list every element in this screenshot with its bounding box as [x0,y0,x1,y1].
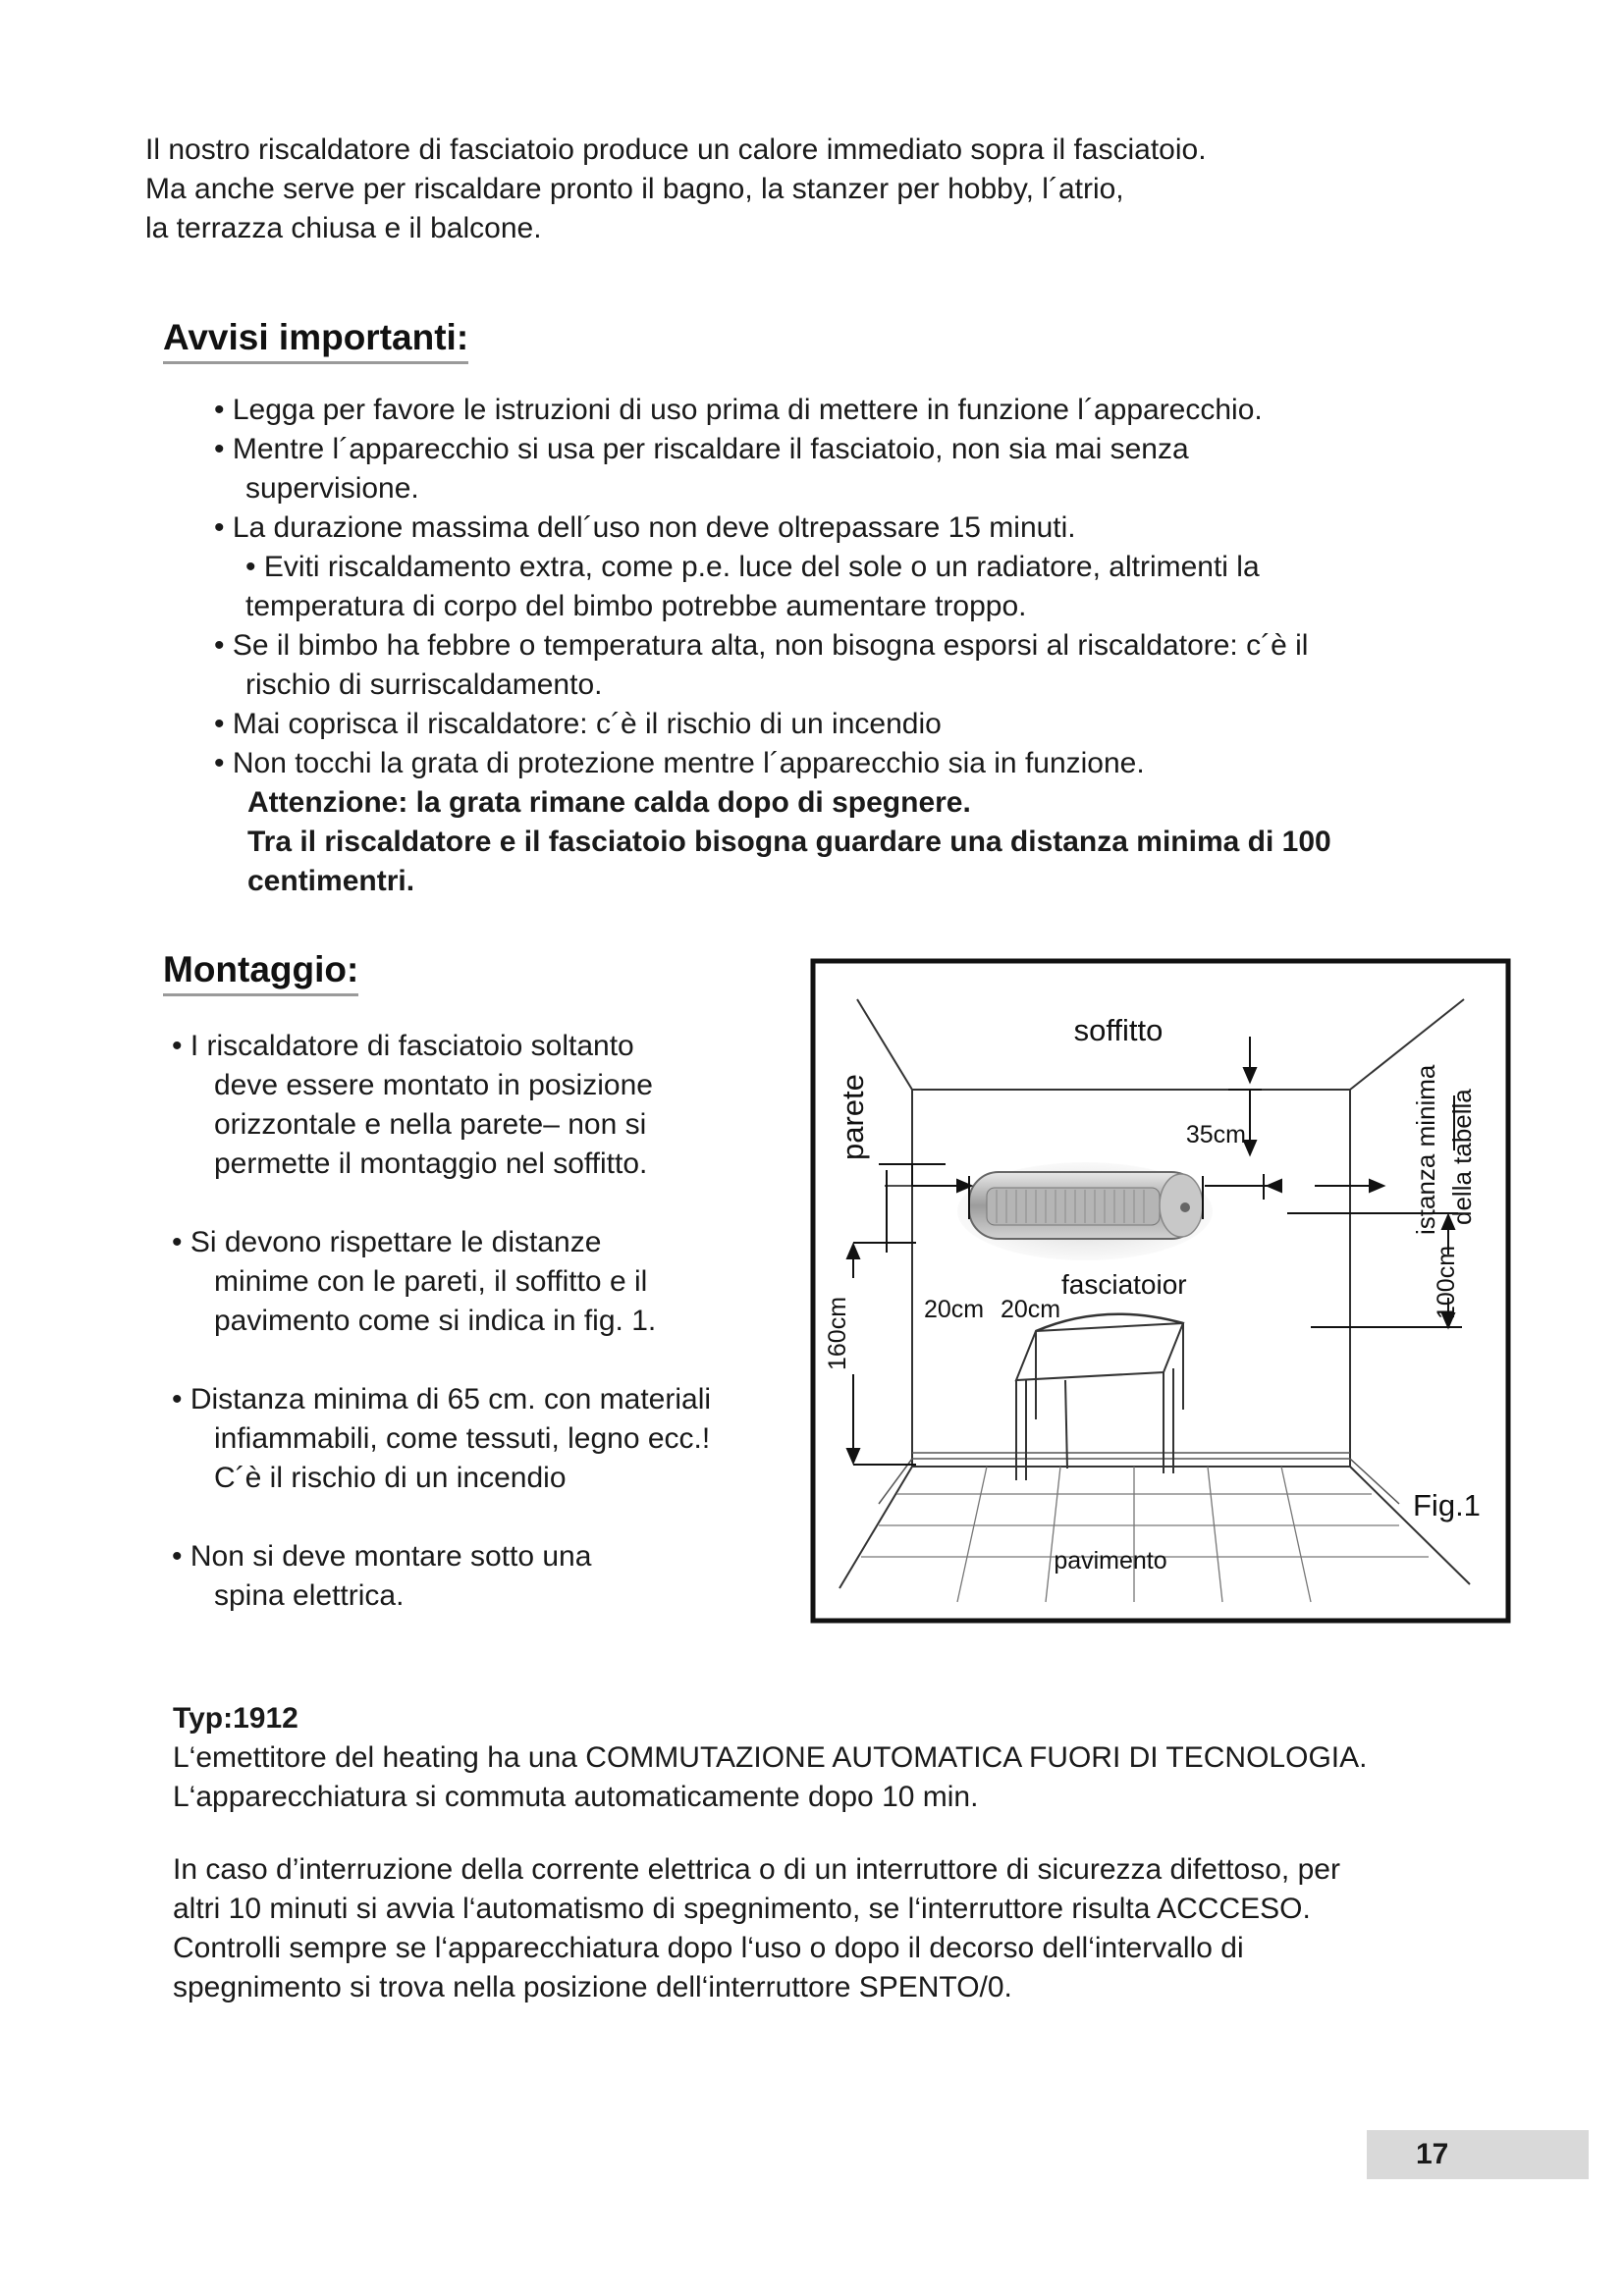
avvisi-heading [163,316,468,364]
montaggio-item [172,1537,800,1616]
warning-item: • Legga per favore le istruzioni di uso prima di mettere in funzione l´apparecchio. [214,394,1263,426]
intro-line: Ma anche serve per riscaldare pronto il bagno, la stanzer per hobby, l´atrio, [145,173,1124,205]
label-fasciatoio: fasciatoior [1061,1269,1187,1300]
warning-item: • Eviti riscaldamento extra, come p.e. luce del sole o un radiatore, altrimenti la [245,551,1260,583]
intro-line: Il nostro riscaldatore di fasciatoio produce un calore immediato sopra il fasciatoio. [145,133,1207,166]
montaggio-line: infiammabili, come tessuti, legno ecc.! [214,1422,711,1455]
warning-item: • Mentre l´apparecchio si usa per riscaldare il fasciatoio, non sia mai senza [214,433,1189,465]
typ-section [173,1699,1528,2007]
label-35cm: 35cm [1185,1121,1246,1148]
label-20cm-left: 20cm [924,1296,985,1323]
montaggio-line: • Si devono rispettare le distanze [172,1226,602,1258]
montaggio-line: minime con le pareti, il soffitto e il [214,1265,648,1298]
warning-item: • Non tocchi la grata di protezione mentre l´apparecchio sia in funzione. [214,747,1145,779]
montaggio-line: orizzontale e nella parete– non si [214,1108,647,1141]
typ-line: L‘apparecchiatura si commuta automaticamente dopo 10 min. [173,1781,979,1813]
label-20cm-right: 20cm [1001,1296,1061,1323]
intro-paragraph [145,131,1441,248]
warning-item: • Mai coprisca il riscaldatore: c´è il rischio di un incendio [214,708,942,740]
diagram-svg [810,958,1511,1624]
warning-item-continued: supervisione. [245,472,419,505]
montaggio-item [172,1380,800,1498]
label-soffitto: soffitto [1073,1013,1164,1047]
typ-line: spegnimento si trova nella posizione dell‘interruttore SPENTO/0. [173,1971,1012,2003]
label-parete: parete [836,1074,870,1160]
montaggio-line: deve essere montato in posizione [214,1069,653,1101]
mounting-diagram [810,958,1511,1624]
warning-item-continued: rischio di surriscaldamento. [245,668,603,701]
warning-item: • La durazione massima dell´uso non deve oltrepassare 15 minuti. [214,511,1076,544]
montaggio-line: • Distanza minima di 65 cm. con materiali [172,1383,712,1415]
montaggio-item [172,1223,800,1341]
warning-bold-line: Attenzione: la grata rimane calda dopo di spegnere. [247,786,971,819]
page-number: 17 [1416,2138,1449,2170]
montaggio-item [172,1027,800,1184]
label-pavimento: pavimento [1054,1547,1167,1575]
warning-item-continued: temperatura di corpo del bimbo potrebbe aumentare troppo. [245,590,1027,622]
warning-item: • Se il bimbo ha febbre o temperatura alta, non bisogna esporsi al riscaldatore: c´è il [214,629,1309,662]
montaggio-line: C´è il rischio di un incendio [214,1462,567,1494]
label-100cm: 100cm [1433,1245,1460,1319]
typ-line: Controlli sempre se l‘apparecchiatura dopo l‘uso o dopo il decorso dell‘intervallo di [173,1932,1244,1964]
typ-line: altri 10 minuti si avvia l‘automatismo di spegnimento, se l‘interruttore risulta ACCCESO. [173,1893,1311,1925]
intro-line: la terrazza chiusa e il balcone. [145,212,542,244]
typ-paragraph-2 [173,1850,1528,2007]
montaggio-line: • I riscaldatore di fasciatoio soltanto [172,1030,634,1062]
label-160cm: 160cm [824,1296,851,1370]
typ-line: L‘emettitore del heating ha una COMMUTAZIONE AUTOMATICA FUORI DI TECNOLOGIA. [173,1741,1368,1774]
typ-title: Typ:1912 [173,1702,298,1735]
warnings-list [214,391,1490,901]
label-istanza-minima: istanza minima [1411,1064,1440,1235]
heater-illustration [957,1162,1213,1260]
typ-paragraph-1 [173,1738,1528,1817]
figure-caption: Fig.1 [1413,1488,1481,1522]
avvisi-heading-text: Avvisi importanti [163,317,457,357]
page-number-box [1367,2130,1589,2179]
typ-line: In caso d’interruzione della corrente elettrica o di un interruttore di sicurezza difettoso, per [173,1853,1340,1886]
avvisi-heading-colon: : [456,317,469,357]
montaggio-line: permette il montaggio nel soffitto. [214,1148,648,1180]
montaggio-line: • Non si deve montare sotto una [172,1540,592,1573]
warning-bold-line: centimentri. [247,865,415,897]
montaggio-heading: Montaggio: [163,948,358,996]
montaggio-line: spina elettrica. [214,1579,405,1612]
montaggio-line: pavimento come si indica in fig. 1. [214,1305,657,1337]
label-della-tabella: della tabella [1447,1089,1477,1225]
warning-bold-line: Tra il riscaldatore e il fasciatoio bisogna guardare una distanza minima di 100 [247,826,1331,858]
montaggio-list [172,1027,800,1655]
